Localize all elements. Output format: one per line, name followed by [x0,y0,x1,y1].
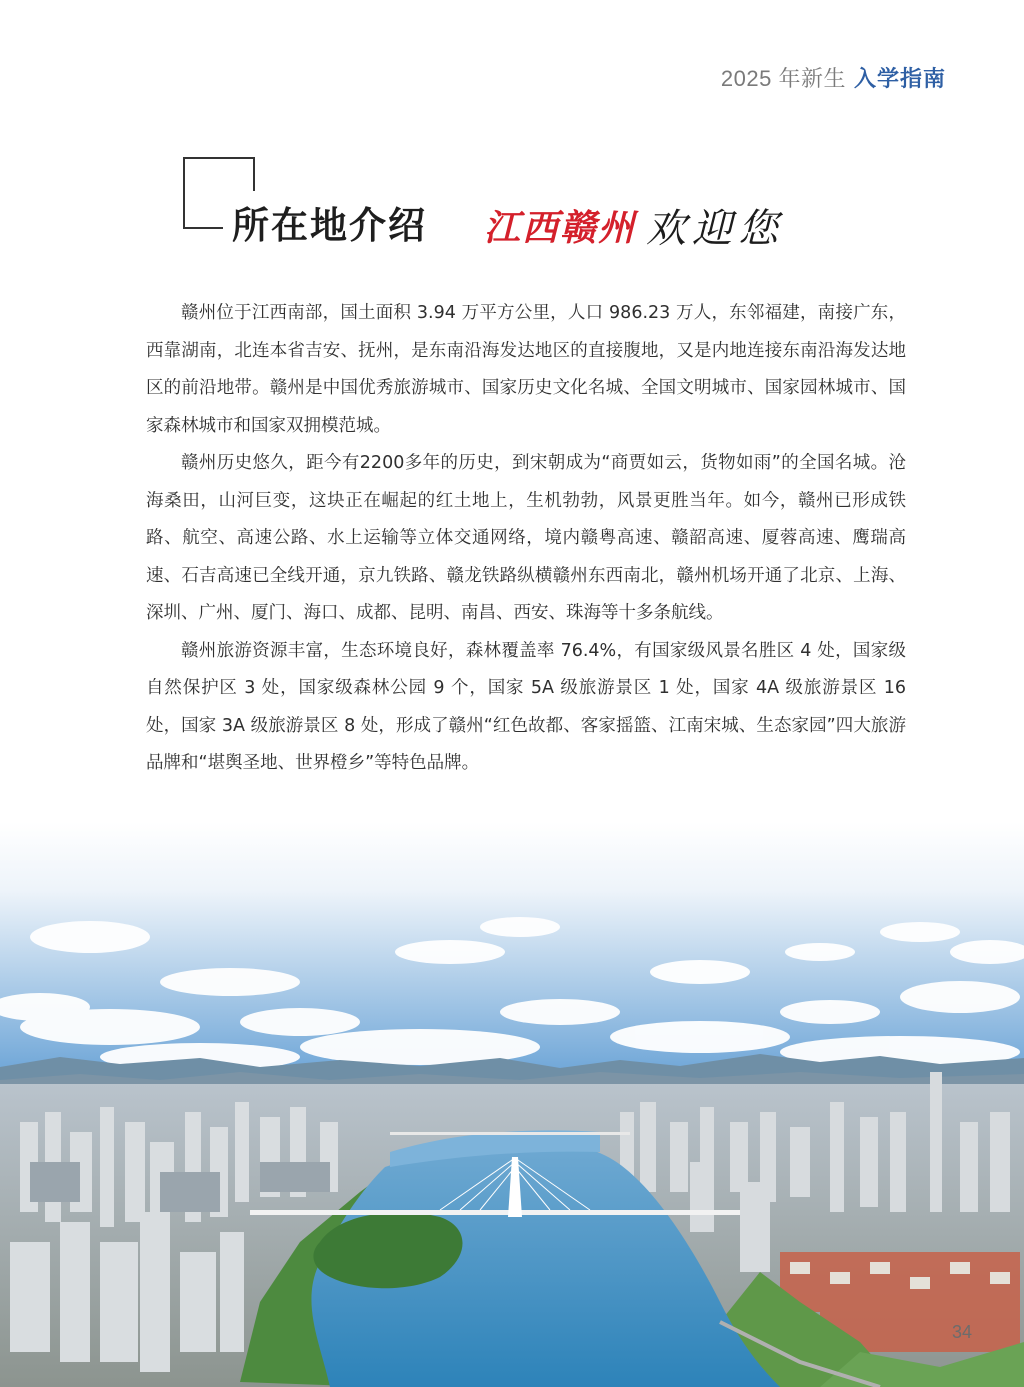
welcome-banner [484,197,784,254]
frame-line-top [183,157,255,159]
city-aerial-photo [0,822,1024,1387]
intro-body [146,295,906,783]
page-number: 34 [951,1322,972,1342]
welcome-greeting: 欢迎您 [646,206,785,252]
frame-line-left [183,157,185,229]
welcome-city-name: 江西赣州 [484,208,637,249]
header-year: 2025 年新生 [720,66,846,91]
intro-paragraph-2: 赣州历史悠久，距今有2200多年的历史，到宋朝成为“商贾如云，货物如雨”的全国名城。沧海桑田，山河巨变，这块正在崛起的红土地上，生机勃勃，风景更胜当年。如今，赣州已形成铁路、航空、高速公路、水上运输等立体交通网络，境内赣粤高速、赣韶高速、厦蓉高速、鹰瑞高速、石吉高速已全线开通，京九铁路、赣龙铁路纵横赣州东西南北，赣州机场开通了北京、上海、深圳、广州、厦门、海口、成都、昆明、南昌、西安、珠海等十多条航线。 [146,453,906,623]
frame-line-bottom [183,227,223,229]
intro-paragraph-3: 赣州旅游资源丰富，生态环境良好，森林覆盖率 76.4%，有国家级风景名胜区 4 处，国家级自然保护区 3 处，国家级森林公园 9 个，国家 5A 级旅游景区 1 处，国家 4A 级旅游景区 16 处，国家 3A 级旅游景区 8 处，形成了赣州“红色故都、客家摇篮、江南宋城、生态家园”四大旅游品牌和“堪舆圣地、世界橙乡”等特色品牌。 [146,640,906,773]
frame-line-right [253,157,255,191]
section-title: 所在地介绍 [232,203,427,247]
page-header [721,62,946,102]
header-guide-title: 入学指南 [853,66,946,92]
intro-paragraph-1: 赣州位于江西南部，国土面积 3.94 万平方公里，人口 986.23 万人，东邻福建，南接广东，西靠湖南，北连本省吉安、抚州，是东南沿海发达地区的直接腹地，又是内地连接东南沿海发达地区的前沿地带。赣州是中国优秀旅游城市、国家历史文化名城、全国文明城市、国家园林城市、国家森林城市和国家双拥模范城。 [146,303,906,436]
